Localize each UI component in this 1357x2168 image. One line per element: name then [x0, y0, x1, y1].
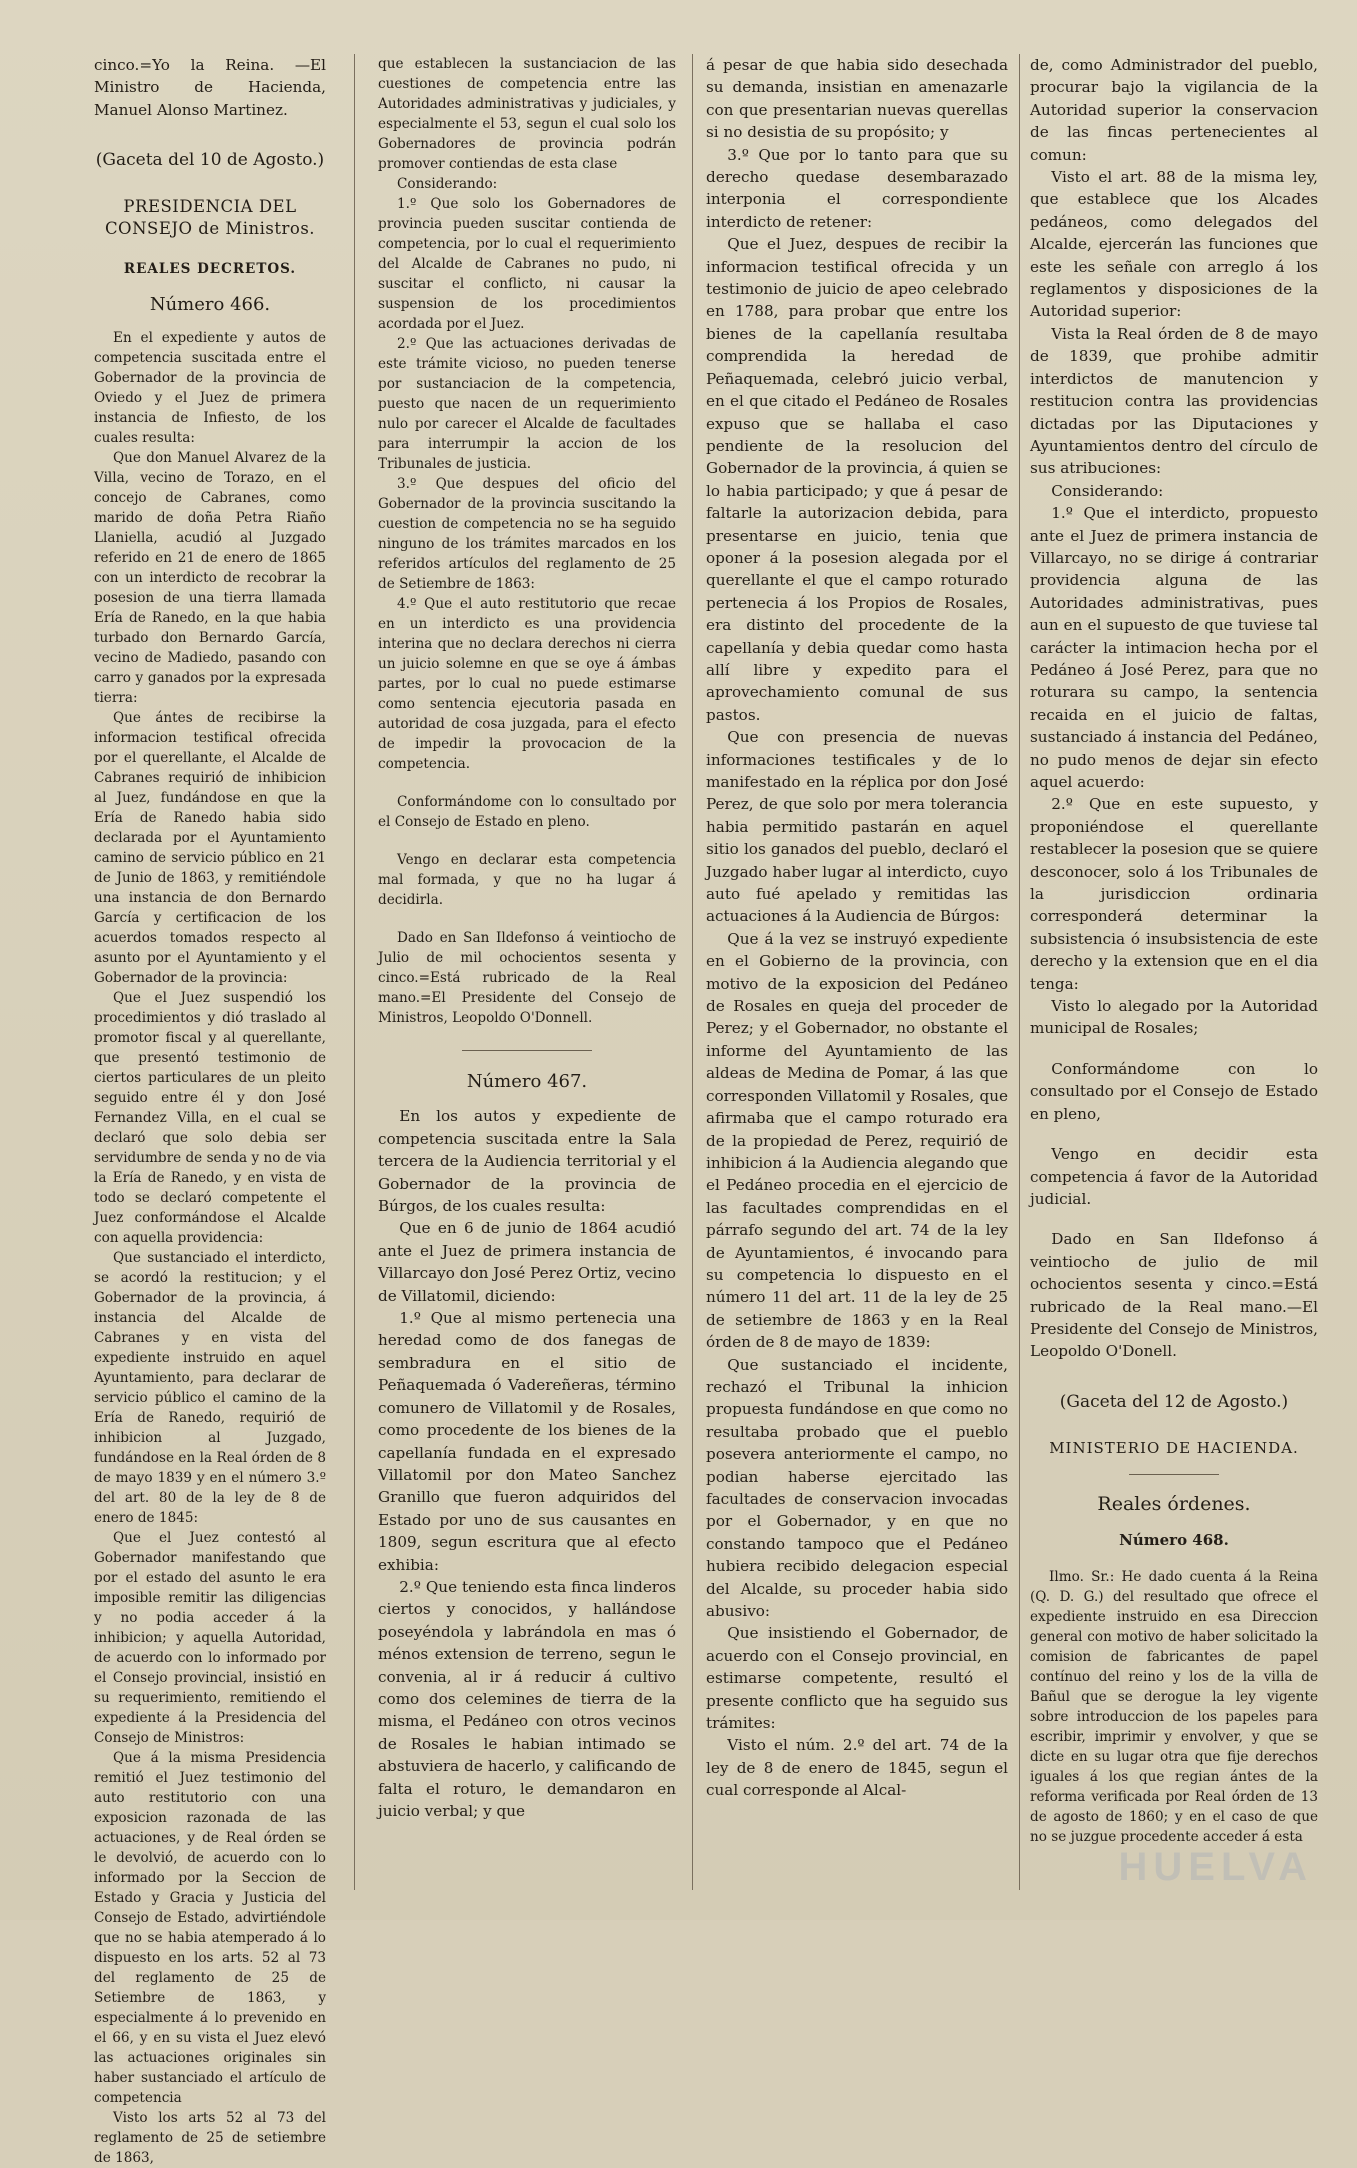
section-heading: PRESIDENCIA DEL CONSEJO de Ministros. — [104, 196, 316, 238]
column-4 — [1030, 54, 1318, 1892]
paragraph: Vengo en declarar esta competencia mal formada, y que no ha lugar á decidirla. — [378, 852, 676, 908]
paragraph: Que el Juez contestó al Gobernador manifestando que por el estado del asunto le era imposible remitir las diligencias y no podia acceder á la inhibicion; y aquella Autoridad, de acuerdo con lo informado por el Consejo provincial, insistió en su requerimiento, remitiendo el expediente á la Presidencia del Consejo de Ministros: — [94, 1530, 326, 1747]
paragraph: Dado en San Ildefonso á veintiocho de Julio de mil ochocientos sesenta y cinco.=Está rubricado de la Real mano.=El Presidente del Consejo de Ministros, Leopoldo O'Donnell. — [378, 930, 676, 1026]
archive-watermark: HUELVA — [1118, 1845, 1313, 1889]
column-rule — [1019, 54, 1020, 1890]
paragraph: Que á la misma Presidencia remitió el Juez testimonio del auto restitutorio con una exposicion razonada de las actuaciones, y de Real órden se le devolvió, de acuerdo con lo informado por la Seccion de Estado y Gracia y Justicia del Consejo de Estado, advirtiéndole que no se habia atemperado á lo dispuesto en los arts. 52 al 73 del reglamento de 25 de Setiembre de 1863, y especialmente á lo prevenido en el 66, y en su vista el Juez elevó las actuaciones originales sin haber sustanciado el artículo de competencia — [94, 1750, 326, 2107]
paragraph: Considerando: — [397, 176, 498, 192]
paragraph: Vista la Real órden de 8 de mayo de 1839, que prohibe admitir interdictos de manutencion y restitucion contra las providencias dictadas por las Diputaciones y Ayuntamientos dentro del círculo de sus atribuciones: — [1030, 324, 1318, 478]
section-heading: MINISTERIO DE HACIENDA. — [1049, 1439, 1299, 1458]
column-2 — [378, 54, 676, 1892]
column-rule — [692, 54, 693, 1890]
paragraph: Ilmo. Sr.: He dado cuenta á la Reina (Q. D. G.) del resultado que ofrece el expediente instruido en esa Direccion general con motivo de haber solicitado la comision de fabricantes de papel contínuo del reino y los de la villa de Bañul que se derogue la ley vigente sobre introduccion de los papeles para escribir, imprimir y envolver, y que se dicte en su lugar otra que fije derechos iguales á los que regian ántes de la reforma verificada por Real órden de 13 de agosto de 1860; y en el caso de que no se juzgue procedente acceder á esta — [1030, 1569, 1318, 1846]
paragraph: de, como Administrador del pueblo, procurar bajo la vigilancia de la Autoridad superior la conservacion de las fincas pertenecientes al comun: — [1030, 56, 1318, 164]
paragraph: En el expediente y autos de competencia suscitada entre el Gobernador de la provincia de Oviedo y el Juez de primera instancia de Infiesto, de los cuales resulta: — [94, 330, 326, 447]
paragraph: Que el Juez, despues de recibir la informacion testifical ofrecida y un testimonio de juicio de apeo celebrado en 1788, para probar que entre los bienes de la capellanía resultaba comprendida la heredad de Peñaquemada, celebró juicio verbal, en el que citado el Pedáneo de Rosales expuso que se hallaba el caso pendiente de la resolucion del Gobernador de la provincia, á quien se lo habia participado; y que á pesar de faltarle la autorizacion debida, para presentarse en juicio, tenia que oponer á la posesion alegada por el querellante el que el campo roturado pertenecia á los Propios de Rosales, era distinto del procedente de la capellanía y debia quedar como hasta allí libre y expedito para el aprovechamiento comunal de sus pastos. — [706, 235, 1008, 724]
subheading: REALES DECRETOS. — [123, 260, 297, 277]
paragraph: Que el Juez suspendió los procedimientos y dió traslado al promotor fiscal y al querellante, que presentó testimonio de ciertos particulares de un pleito seguido entre él y don José Fernandez Villa, en el cual se declaró que solo debia ser servidumbre de senda y no de via la Ería de Ranedo, y en vista de todo se declaró competente el Juez conformándose el Alcalde con aquella providencia: — [94, 990, 326, 1247]
decree-number: Número 467. — [466, 1071, 588, 1092]
paragraph: Que en 6 de junio de 1864 acudió ante el Juez de primera instancia de Villarcayo don José Perez Ortiz, vecino de Villatomil, diciendo: — [378, 1219, 676, 1305]
paragraph: Visto lo alegado por la Autoridad municipal de Rosales; — [1030, 997, 1318, 1038]
paragraph: Que insistiendo el Gobernador, de acuerdo con el Consejo provincial, en estimarse competente, resultó el presente conflicto que ha seguido sus trámites: — [706, 1624, 1008, 1733]
column-1 — [94, 54, 326, 2167]
paragraph: que establecen la sustanciacion de las cuestiones de competencia entre las Autoridades administrativas y judiciales, y especialmente el 53, segun el cual solo los Gobernadores de provincia podrán promover contiendas de esta clase — [378, 56, 676, 172]
decree-number: Número 466. — [149, 294, 271, 316]
subheading: Reales órdenes. — [1097, 1492, 1251, 1515]
paragraph: Visto los arts 52 al 73 del reglamento de 25 de setiembre de 1863, — [94, 2110, 326, 2167]
paragraph: Que con presencia de nuevas informaciones testificales y de lo manifestado en la réplica por don José Perez, de que solo por mera tolerancia habia permitido pastarán en aquel sitio los ganados del pueblo, declaró el Juzgado haber lugar al interdicto, cuyo auto fué apelado y remitidas las actuaciones á la Audiencia de Búrgos: — [706, 728, 1008, 926]
paragraph: Considerando: — [1051, 481, 1164, 500]
paragraph: Que sustanciado el interdicto, se acordó la restitucion; y el Gobernador de la provincia, á instancia del Alcalde de Cabranes y en vista del expediente instruido en aquel Ayuntamiento, para declarar de servicio público el camino de la Ería de Ranedo, requirió de inhibicion al Juzgado, fundándose en la Real órden de 8 de mayo 1839 y en el número 3.º del art. 80 de la ley de 8 de enero de 1845: — [94, 1250, 326, 1527]
gaceta-date: (Gaceta del 12 de Agosto.) — [1059, 1391, 1289, 1412]
paragraph: 2.º Que teniendo esta finca linderos ciertos y conocidos, y hallándose poseyéndola y labrándola en mas ó ménos extension de terreno, segun le convenia, al ir á reducir á cultivo como dos celemines de tierra de la misma, el Pedáneo con otros vecinos de Rosales le habian intimado se abstuviera de hacerlo, y calificando de falta el roturo, le demandaron en juicio verbal; y que — [378, 1577, 676, 1820]
paragraph: Conformándome con lo consultado por el Consejo de Estado en pleno. — [378, 794, 676, 830]
paragraph: 2.º Que en este supuesto, y proponiéndose el querellante restablecer la posesion que se quiere desconocer, solo á los Tribunales de la jurisdiccion ordinaria corresponderá determinar la subsistencia ó insubsistencia de este derecho y la extension que en el dia tenga: — [1030, 795, 1318, 993]
paragraph: Vengo en decidir esta competencia á favor de la Autoridad judicial. — [1030, 1145, 1318, 1208]
paragraph: Que don Manuel Alvarez de la Villa, vecino de Torazo, en el concejo de Cabranes, como marido de doña Petra Riaño Llaniella, acudió al Juzgado referido en 21 de enero de 1865 con un interdicto de recobrar la posesion de una tierra llamada Ería de Ranedo, en la que habia turbado don Bernardo García, vecino de Madiedo, pasando con carro y ganados por la expresada tierra: — [94, 450, 326, 707]
paragraph: Visto el núm. 2.º del art. 74 de la ley de 8 de enero de 1845, segun el cual corresponde al Alcal- — [706, 1736, 1008, 1800]
paragraph: 1.º Que solo los Gobernadores de provincia pueden suscitar contienda de competencia, por lo cual el requerimiento del Alcalde de Cabranes no pudo, ni suscitar el conflicto, ni causar la suspension de los procedimientos acordada por el Juez. — [378, 196, 676, 332]
paragraph: á pesar de que habia sido desechada su demanda, insistian en amenazarle con que presentarian nuevas querellas si no desistia de su propósito; y — [706, 56, 1008, 142]
paragraph: 1.º Que el interdicto, propuesto ante el Juez de primera instancia de Villarcayo, no se dirige á contrariar providencia alguna de las Autoridades administrativas, pues aun en el supuesto de que tuviese tal carácter la intimacion hecha por el Pedáneo á José Perez, para que no roturara su campo, la sentencia recaida en el juicio de faltas, sustanciado á instancia del Pedáneo, no pudo menos de dejar sin efecto aquel acuerdo: — [1030, 504, 1318, 791]
paragraph: Que sustanciado el incidente, rechazó el Tribunal la inhicion propuesta fundándose en que como no resultaba probado que el pueblo posevera anteriormente el campo, no podian haberse ejercitado las facultades de conservacion invocadas por el Gobernador, y en que no constando tampoco que el Pedáneo hubiera recibido delegacion especial del Alcalde, su proceder habia sido abusivo: — [706, 1355, 1008, 1621]
paragraph: Conformándome con lo consultado por el Consejo de Estado en pleno, — [1030, 1059, 1318, 1123]
paragraph: 1.º Que al mismo pertenecia una heredad como de dos fanegas de sembradura en el sitio de Peñaquemada ó Vadereñeras, término comunero de Villatomil y de Rosales, como procedente de los bienes de la capellanía fundada en el expresado Villatomil por don Mateo Sanchez Granillo que fueron adquiridos del Estado por uno de sus causantes en 1809, segun escritura que al efecto exhibia: — [378, 1309, 676, 1574]
paragraph: 3.º Que por lo tanto para que su derecho quedase desembarazado interponia el correspondiente interdicto de retener: — [706, 145, 1008, 231]
paragraph: Dado en San Ildefonso á veintiocho de julio de mil ochocientos sesenta y cinco.=Está rubricado de la Real mano.—El Presidente del Consejo de Ministros, Leopoldo O'Donell. — [1030, 1230, 1318, 1361]
closing-signature: cinco.=Yo la Reina. —El Ministro de Hacienda, Manuel Alonso Martinez. — [94, 56, 326, 119]
paragraph: Que á la vez se instruyó expediente en el Gobierno de la provincia, con motivo de la exposicion del Pedáneo de Rosales en queja del proceder de Perez; y el Gobernador, no obstante el informe del Ayuntamiento de las aldeas de Medina de Pomar, á las que corresponden Villatomil y Rosales, que afirmaba que el campo roturado era de la propiedad de Perez, requirió de inhibicion á la Audiencia alegando que el Pedáneo procedia en el ejercicio de las facultades comprendidas en el párrafo segundo del art. 74 de la ley de Ayuntamientos, é invocando para su competencia lo dispuesto en el número 11 del art. 11 de la ley de 25 de setiembre de 1863 y en la Real órden de 8 de mayo de 1839: — [706, 929, 1008, 1352]
paragraph: En los autos y expediente de competencia suscitada entre la Sala tercera de la Audiencia territorial y el Gobernador de la provincia de Búrgos, de los cuales resulta: — [378, 1107, 676, 1216]
paragraph: Que ántes de recibirse la informacion testifical ofrecida por el querellante, el Alcalde de Cabranes requirió de inhibicion al Juez, fundándose en que la Ería de Ranedo habia sido declarada por el Ayuntamiento camino de servicio público en 21 de Junio de 1863, y remitiéndole una instancia de don Bernardo García y certificacion de los acuerdos tomados respecto al asunto por el Ayuntamiento y el Gobernador de la provincia: — [94, 710, 326, 987]
column-3 — [706, 54, 1008, 1892]
paragraph: 3.º Que despues del oficio del Gobernador de la provincia suscitando la cuestion de competencia no se ha seguido ninguno de los trámites marcados en los referidos artículos del reglamento de 25 de Setiembre de 1863: — [378, 476, 676, 592]
separator — [1129, 1474, 1219, 1475]
paragraph: 4.º Que el auto restitutorio que recae en un interdicto es una providencia interina que no declara derechos ni cierra un juicio solemne en que se oye á ámbas partes, por lo cual no puede estimarse como sentencia ejecutoria pasada en autoridad de cosa juzgada, para el efecto de impedir la provocacion de la competencia. — [378, 596, 676, 772]
separator — [462, 1050, 592, 1051]
paragraph: 2.º Que las actuaciones derivadas de este trámite vicioso, no pueden tenerse por sustanciacion de la competencia, puesto que nacen de un requerimiento nulo por carecer el Alcalde de facultades para interrumpir la accion de los Tribunales de justicia. — [378, 336, 676, 472]
gaceta-date: (Gaceta del 10 de Agosto.) — [95, 150, 325, 171]
order-number: Número 468. — [1119, 1530, 1229, 1549]
paragraph: Visto el art. 88 de la misma ley, que establece que los Alcades pedáneos, como delegados del Alcalde, ejercerán las funciones que este les señale con arreglo á los reglamentos y disposiciones de la Autoridad superior: — [1030, 168, 1318, 321]
column-rule — [354, 54, 355, 1890]
